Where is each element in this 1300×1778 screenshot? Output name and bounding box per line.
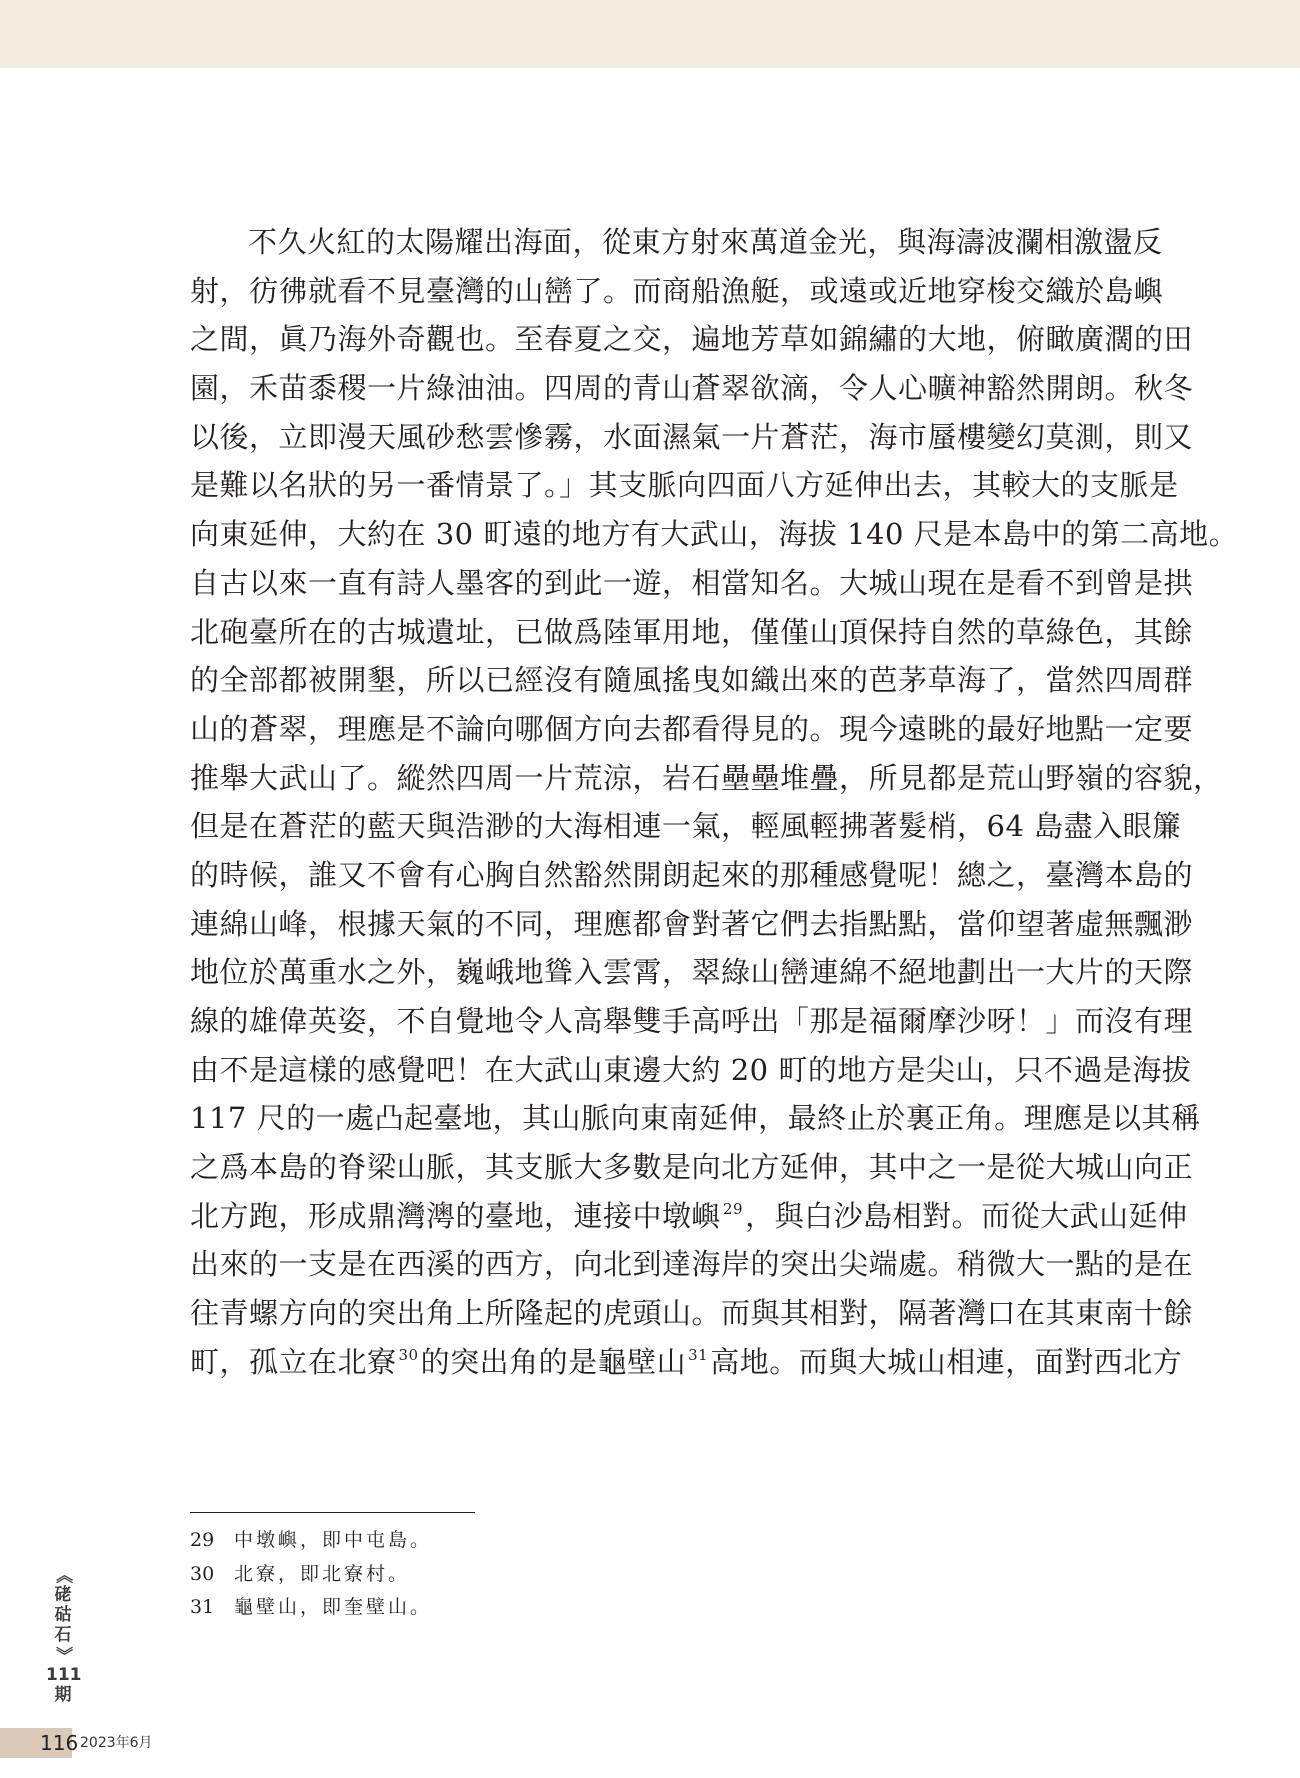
body-line: 山的蒼翠，理應是不論向哪個方向去都看得見的。現今遠眺的最好地點一定要 bbox=[190, 711, 1194, 746]
issue-char: 期 bbox=[54, 1685, 72, 1705]
body-line: 連綿山峰，根據天氣的不同，理應都會對著它們去指點點，當仰望著虛無飄渺 bbox=[190, 906, 1194, 941]
body-line: 的全部都被開墾，所以已經沒有隨風搖曳如織出來的芭茅草海了，當然四周群 bbox=[190, 663, 1194, 698]
title-char: 𥑮 bbox=[54, 1605, 72, 1625]
body-text-segment: ，與白沙島相對。而從大武山延伸 bbox=[745, 1198, 1188, 1233]
body-line: 之爲本島的脊梁山脈，其支脈大多數是向北方延伸，其中之一是從大城山向正 bbox=[190, 1150, 1194, 1185]
body-text-segment: 北方跑，形成鼎灣澚的臺地，連接中墩嶼 bbox=[190, 1198, 722, 1233]
body-text-segment: 町，孤立在北寮 bbox=[190, 1344, 397, 1379]
issue-date: 2023年6月 bbox=[80, 1735, 153, 1751]
body-line: 射，彷彿就看不見臺灣的山巒了。而商船漁艇，或遠或近地穿梭交織於島嶼 bbox=[190, 273, 1164, 308]
page-number: 116 bbox=[40, 1731, 79, 1755]
footnote-text: 龜壁山，即奎壁山。 bbox=[234, 1596, 433, 1618]
body-line: 推舉大武山了。縱然四周一片荒涼，岩石壘壘堆疊，所見都是荒山野嶺的容貌， bbox=[190, 760, 1223, 795]
issue-number: 111 bbox=[46, 1665, 82, 1685]
footnote-divider bbox=[190, 1512, 475, 1513]
body-line: 園，禾苗黍稷一片綠油油。四周的青山蒼翠欲滴，令人心曠神豁然開朗。秋冬 bbox=[190, 371, 1194, 406]
body-text-segment: 高地。而與大城山相連，面對西北方 bbox=[710, 1344, 1183, 1379]
footnote-ref-30[interactable]: 30 bbox=[398, 1345, 419, 1364]
body-line: 但是在蒼茫的藍天與浩渺的大海相連一氣，輕風輕拂著髮梢，64 島盡入眼簾 bbox=[190, 809, 1182, 844]
footnote-ref-31[interactable]: 31 bbox=[688, 1345, 709, 1364]
body-line: 的時候，誰又不會有心胸自然豁然開朗起來的那種感覺呢！總之，臺灣本島的 bbox=[190, 857, 1194, 892]
footnote-item bbox=[190, 1591, 890, 1625]
body-line bbox=[190, 1338, 1183, 1387]
body-line: 不久火紅的太陽耀出海面，從東方射來萬道金光，與海濤波瀾相激盪反 bbox=[248, 225, 1163, 259]
title-char: 石 bbox=[54, 1625, 72, 1645]
body-line: 以後，立即漫天風砂愁雲慘霧，水面濕氣一片蒼茫，海市蜃樓變幻莫測，則又 bbox=[190, 419, 1194, 454]
body-line: 向東延伸，大約在 30 町遠的地方有大武山，海拔 140 尺是本島中的第二高地。 bbox=[190, 517, 1239, 552]
publication-sidebar bbox=[46, 1565, 80, 1705]
body-text-segment: 的突出角的是龜壁山 bbox=[420, 1344, 687, 1379]
title-char: 硓 bbox=[54, 1585, 72, 1605]
body-line: 地位於萬重水之外，巍峨地聳入雲霄，翠綠山巒連綿不絕地劃出一大片的天際 bbox=[190, 955, 1194, 990]
footnote-number: 30 bbox=[190, 1562, 215, 1585]
body-line: 之間，眞乃海外奇觀也。至春夏之交，遍地芳草如錦繡的大地，俯瞰廣濶的田 bbox=[190, 322, 1194, 357]
body-line: 線的雄偉英姿，不自覺地令人高舉雙手高呼出「那是福爾摩沙呀！」而沒有理 bbox=[190, 1004, 1194, 1038]
title-open-mark: 《 bbox=[53, 1566, 73, 1584]
footnote-text: 北寮，即北寮村。 bbox=[234, 1562, 411, 1585]
footnote-ref-29[interactable]: 29 bbox=[723, 1199, 744, 1218]
footnote-number: 31 bbox=[190, 1596, 215, 1618]
footnote-item bbox=[190, 1558, 890, 1592]
title-close-mark: 》 bbox=[53, 1646, 73, 1664]
body-line: 是難以名狀的另一番情景了。」其支脈向四面八方延伸出去，其較大的支脈是 bbox=[190, 468, 1179, 503]
footnotes bbox=[190, 1524, 890, 1625]
footnote-text: 中墩嶼，即中屯島。 bbox=[234, 1529, 433, 1551]
body-line: 往青螺方向的突出角上所隆起的虎頭山。而與其相對，隔著灣口在其東南十餘 bbox=[190, 1296, 1194, 1331]
header-band bbox=[0, 0, 1300, 68]
body-line: 自古以來一直有詩人墨客的到此一遊，相當知名。大城山現在是看不到曾是拱 bbox=[190, 565, 1194, 600]
body-line: 由不是這樣的感覺吧！在大武山東邊大約 20 町的地方是尖山，只不過是海拔 bbox=[190, 1052, 1192, 1087]
body-line: 出來的一支是在西溪的西方，向北到達海岸的突出尖端處。稍微大一點的是在 bbox=[190, 1247, 1194, 1282]
body-line bbox=[190, 1192, 1188, 1241]
footnote-number: 29 bbox=[190, 1529, 215, 1551]
article-body bbox=[190, 218, 1239, 1387]
body-line: 117 尺的一處凸起臺地，其山脈向東南延伸，最終止於裏正角。理應是以其稱 bbox=[190, 1101, 1201, 1136]
body-line: 北砲臺所在的古城遺址，已做爲陸軍用地，僅僅山頂保持自然的草綠色，其餘 bbox=[190, 614, 1194, 649]
footnote-item bbox=[190, 1524, 890, 1558]
